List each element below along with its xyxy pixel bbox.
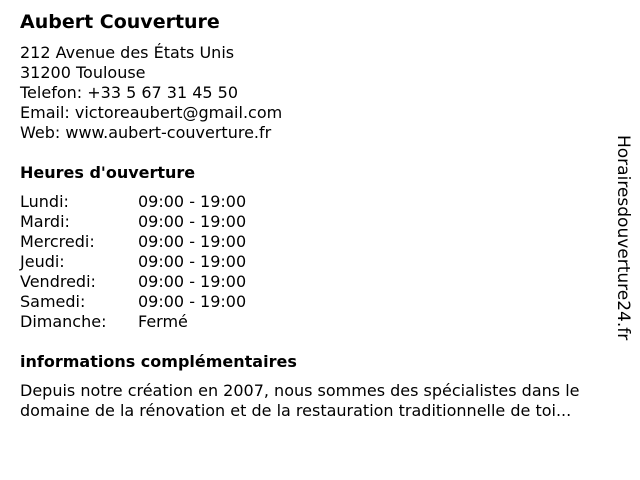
hours-time: 09:00 - 19:00 — [138, 272, 247, 291]
additional-info-text: Depuis notre création en 2007, nous sommes des spécialistes dans le domaine de la rénovation et de la restauration traditionnelle de toi... — [20, 381, 580, 420]
hours-row-friday — [20, 272, 620, 292]
hours-day: Samedi: — [20, 292, 86, 311]
hours-day: Vendredi: — [20, 272, 96, 291]
hours-day: Lundi: — [20, 192, 69, 211]
additional-info-title: informations complémentaires — [20, 352, 297, 371]
hours-time: 09:00 - 19:00 — [138, 292, 247, 311]
phone-line: Telefon: +33 5 67 31 45 50 — [20, 83, 239, 102]
hours-day: Mardi: — [20, 212, 70, 231]
hours-row-monday — [20, 192, 620, 212]
hours-time: Fermé — [138, 312, 188, 331]
hours-time: 09:00 - 19:00 — [138, 192, 247, 211]
website-line: Web: www.aubert-couverture.fr — [20, 123, 272, 142]
hours-row-saturday — [20, 292, 620, 312]
opening-hours-title: Heures d'ouverture — [20, 163, 196, 182]
email-line: Email: victoreaubert@gmail.com — [20, 103, 283, 122]
hours-time: 09:00 - 19:00 — [138, 252, 247, 271]
site-watermark: Horairesdouverture24.fr — [613, 135, 633, 341]
hours-day: Dimanche: — [20, 312, 107, 331]
opening-hours-table — [20, 192, 620, 332]
hours-time: 09:00 - 19:00 — [138, 212, 247, 231]
address-line-1: 212 Avenue des États Unis — [20, 43, 235, 62]
hours-time: 09:00 - 19:00 — [138, 232, 247, 251]
hours-row-wednesday — [20, 232, 620, 252]
address-line-2: 31200 Toulouse — [20, 63, 146, 82]
hours-day: Mercredi: — [20, 232, 95, 251]
business-card — [20, 10, 620, 421]
hours-row-thursday — [20, 252, 620, 272]
hours-row-tuesday — [20, 212, 620, 232]
hours-day: Jeudi: — [20, 252, 65, 271]
business-name: Aubert Couverture — [20, 11, 220, 33]
hours-row-sunday — [20, 312, 620, 332]
